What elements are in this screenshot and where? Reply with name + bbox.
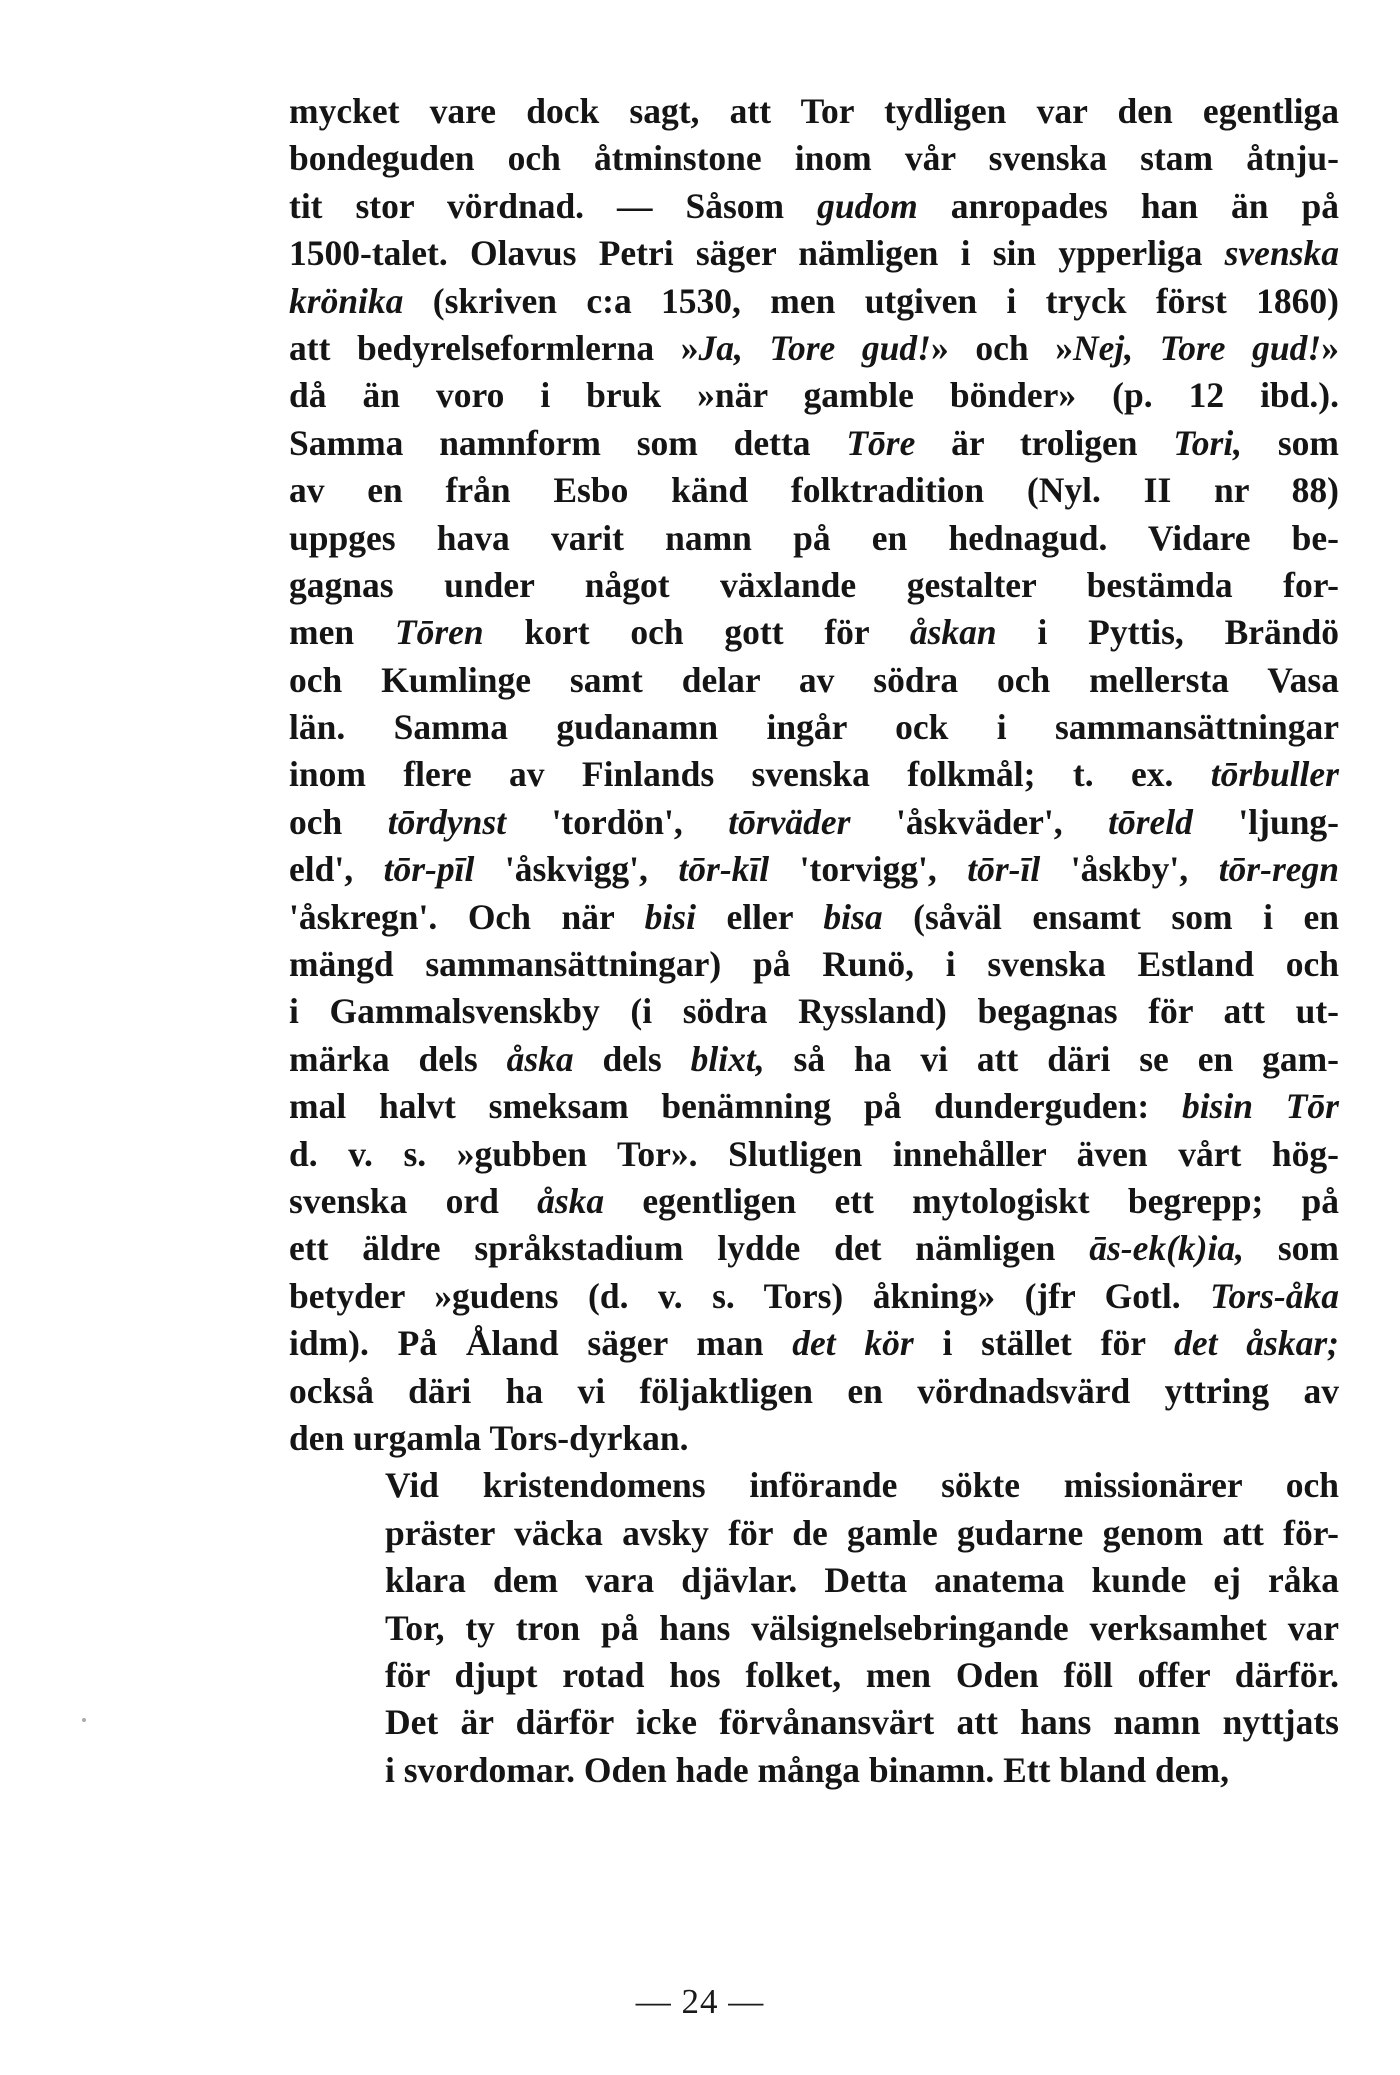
text-run: Det är därför icke förvånansvärt att hans namn nyttjats — [385, 1702, 1339, 1743]
text-run: dels — [573, 1038, 691, 1079]
text-line — [289, 515, 1339, 562]
text-line — [289, 751, 1339, 798]
text-line — [289, 1273, 1339, 1320]
italic-term: krönika — [289, 280, 404, 321]
text-run: d. v. s. »gubben Tor». Slutligen innehåller även vårt hög- — [289, 1133, 1339, 1174]
italic-term: tōrdynst — [387, 801, 507, 842]
text-run: 'åskregn'. Och när — [289, 896, 645, 937]
italic-term: ās-ek(k)ia, — [1089, 1228, 1244, 1269]
text-line — [289, 894, 1339, 941]
text-line — [289, 230, 1339, 277]
italic-term: blixt, — [690, 1038, 765, 1079]
text-line — [289, 941, 1339, 988]
italic-term: tōrbuller — [1210, 754, 1339, 795]
page-body — [289, 88, 1339, 1794]
text-line — [289, 1557, 1339, 1604]
text-run: märka dels — [289, 1038, 507, 1079]
text-run: eld', — [289, 849, 384, 890]
page-number: — 24 — — [635, 1982, 765, 2021]
text-line — [289, 467, 1339, 514]
text-line — [289, 1699, 1339, 1746]
text-run: i Gammalsvenskby (i södra Ryssland) begagnas för att ut- — [289, 991, 1339, 1032]
text-run: som — [1242, 422, 1340, 463]
text-line — [289, 1083, 1339, 1130]
italic-term: svenska — [1224, 233, 1339, 274]
text-line — [289, 1131, 1339, 1178]
text-run: av en från Esbo känd folktradition (Nyl. II nr 88) — [289, 470, 1339, 511]
text-run: klara dem vara djävlar. Detta anatema kunde ej råka — [385, 1560, 1339, 1601]
italic-term: Tōren — [394, 612, 484, 653]
text-run: 'torvigg', — [769, 849, 968, 890]
text-run: så ha vi att däri se en gam- — [764, 1038, 1339, 1079]
text-run: också däri ha vi följaktligen en vördnadsvärd yttring av — [289, 1370, 1339, 1411]
text-line — [289, 325, 1339, 372]
paragraph-christianization — [289, 1462, 1339, 1794]
italic-term: tōr-regn — [1218, 849, 1340, 890]
text-line — [289, 1415, 1339, 1462]
text-line — [289, 799, 1339, 846]
text-line — [289, 183, 1339, 230]
text-line — [289, 562, 1339, 609]
text-run: mal halvt smeksam benämning på dunderguden: — [289, 1086, 1182, 1127]
text-run: bondeguden och åtminstone inom vår svenska stam åtnju- — [289, 138, 1339, 179]
text-run: (skriven c:a 1530, men utgiven i tryck först 1860) — [403, 280, 1339, 321]
text-run: mängd sammansättningar) på Runö, i svenska Estland och — [289, 944, 1339, 985]
text-run: för djupt rotad hos folket, men Oden föll offer därför. — [385, 1654, 1339, 1695]
italic-term: Ja, Tore gud! — [698, 327, 931, 368]
italic-term: tōreld — [1108, 801, 1193, 842]
text-line — [289, 1320, 1339, 1367]
text-run: den urgamla Tors-dyrkan. — [289, 1417, 689, 1458]
text-line — [289, 278, 1339, 325]
text-run: gagnas under något växlande gestalter bestämda for- — [289, 564, 1339, 605]
text-run: kort och gott för — [483, 612, 910, 653]
text-line — [289, 88, 1339, 135]
text-run: är troligen — [915, 422, 1174, 463]
text-line — [289, 704, 1339, 751]
text-run: Tor, ty tron på hans välsignelsebringande verksamhet var — [385, 1607, 1339, 1648]
text-run: 'åskby', — [1040, 849, 1219, 890]
text-run: » — [1321, 327, 1339, 368]
text-run: svenska ord — [289, 1180, 538, 1221]
text-run: i Pyttis, Brändö — [996, 612, 1339, 653]
text-run: som — [1243, 1228, 1339, 1269]
text-run: egentligen ett mytologiskt begrepp; på — [604, 1180, 1339, 1221]
text-run: Samma namnform som detta — [289, 422, 847, 463]
italic-term: tōr-kīl — [678, 849, 770, 890]
text-line — [289, 1462, 1339, 1509]
text-run: tit stor vördnad. — Såsom — [289, 185, 818, 226]
text-line — [289, 135, 1339, 182]
italic-term: Nej, Tore gud! — [1073, 327, 1322, 368]
italic-term: åskan — [909, 612, 997, 653]
text-run: (såväl ensamt som i en — [882, 896, 1340, 937]
italic-term: tōr-īl — [967, 849, 1041, 890]
text-run: inom flere av Finlands svenska folkmål; t. ex. — [289, 754, 1211, 795]
text-line — [289, 1178, 1339, 1225]
italic-term: tōr-pīl — [383, 849, 475, 890]
text-run: 'åskvigg', — [474, 849, 679, 890]
italic-term: åska — [506, 1038, 574, 1079]
text-run: att bedyrelseformlerna » — [289, 327, 699, 368]
text-run: Vid kristendomens införande sökte missionärer och — [385, 1465, 1339, 1506]
text-run: 'åskväder', — [850, 801, 1109, 842]
text-line — [289, 846, 1339, 893]
text-run: uppges hava varit namn på en hednagud. Vidare be- — [289, 517, 1339, 558]
italic-term: tōrväder — [728, 801, 851, 842]
text-line — [289, 1510, 1339, 1557]
text-line — [289, 1036, 1339, 1083]
text-line — [289, 1605, 1339, 1652]
italic-term: bisi — [644, 896, 696, 937]
text-line — [289, 1225, 1339, 1272]
text-line — [289, 1652, 1339, 1699]
text-line — [289, 657, 1339, 704]
text-run: präster väcka avsky för de gamle gudarne genom att för- — [385, 1512, 1339, 1553]
text-run: i svordomar. Oden hade många binamn. Ett bland dem, — [385, 1749, 1229, 1790]
paragraph-tor-worship — [289, 88, 1339, 1462]
text-run: 'tordön', — [506, 801, 729, 842]
scan-speck — [82, 1718, 86, 1722]
italic-term: gudom — [817, 185, 918, 226]
text-run: då än voro i bruk »när gamble bönder» (p. 12 ibd.). — [289, 375, 1339, 416]
italic-term: åska — [537, 1180, 605, 1221]
text-run: eller — [695, 896, 824, 937]
text-run: 1500-talet. Olavus Petri säger nämligen i sin ypperliga — [289, 233, 1225, 274]
text-line — [289, 420, 1339, 467]
text-run: och — [289, 801, 388, 842]
text-line — [289, 1368, 1339, 1415]
text-line — [289, 988, 1339, 1035]
text-run: 'ljung- — [1192, 801, 1340, 842]
text-run: mycket vare dock sagt, att Tor tydligen var den egentliga — [289, 91, 1339, 131]
italic-term: bisa — [823, 896, 883, 937]
italic-term: det åskar; — [1174, 1323, 1340, 1364]
text-line — [289, 372, 1339, 419]
text-line — [289, 609, 1339, 656]
italic-term: bisin Tōr — [1181, 1086, 1339, 1127]
text-line — [289, 1747, 1339, 1794]
italic-term: det kör — [792, 1323, 914, 1364]
text-run: men — [289, 612, 395, 653]
text-run: ett äldre språkstadium lydde det nämligen — [289, 1228, 1090, 1269]
italic-term: Tōre — [846, 422, 916, 463]
text-run: län. Samma gudanamn ingår ock i sammansättningar — [289, 707, 1339, 748]
text-run: betyder »gudens (d. v. s. Tors) åkning» (jfr Gotl. — [289, 1275, 1211, 1316]
text-run: och Kumlinge samt delar av södra och mellersta Vasa — [289, 659, 1339, 700]
text-run: » och » — [930, 327, 1074, 368]
italic-term: Tors-åka — [1210, 1275, 1339, 1316]
text-run: i stället för — [913, 1323, 1175, 1364]
text-run: idm). På Åland säger man — [289, 1323, 793, 1364]
italic-term: Tori, — [1173, 422, 1243, 463]
text-run: anropades han än på — [917, 185, 1339, 226]
